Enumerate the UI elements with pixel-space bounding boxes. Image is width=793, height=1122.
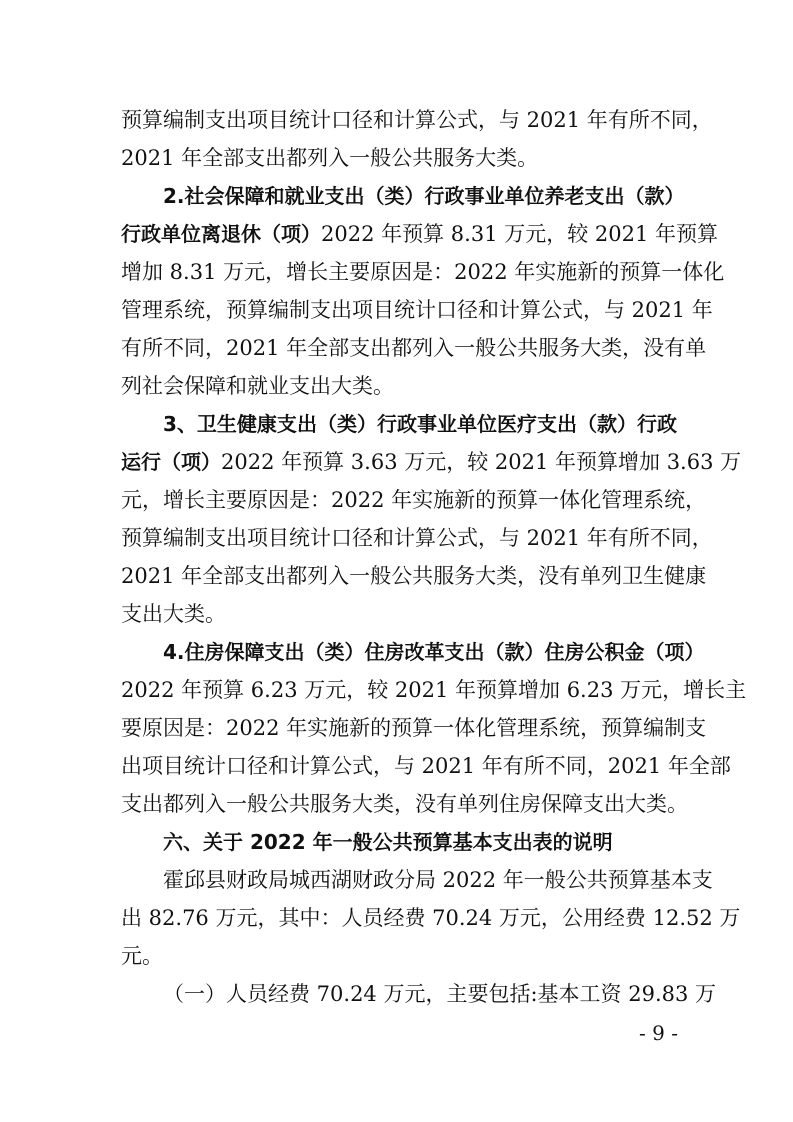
- subsection-title: 运行（项）: [121, 450, 221, 474]
- text-run: 预算编制支出项目统计口径和计算公式，与 2021 年有所不同，: [121, 526, 713, 550]
- text-run: 出 82.76 万元，其中：人员经费 70.24 万元，公用经费 12.52 万: [121, 906, 741, 930]
- section-heading-line: [163, 824, 677, 860]
- text-run: 有所不同，2021 年全部支出都列入一般公共服务大类，没有单: [121, 336, 707, 360]
- text-run: （一）人员经费 70.24 万元，主要包括:基本工资 29.83 万: [163, 982, 717, 1006]
- page-number: - 9 -: [639, 1021, 678, 1045]
- subsection-title-line: [163, 406, 677, 442]
- section-heading: 六、关于 2022 年一般公共预算基本支出表的说明: [163, 830, 613, 854]
- body-text-line: [121, 520, 713, 556]
- body-text-line: [121, 330, 707, 366]
- subsection-title-line: [163, 178, 685, 214]
- subsection-title: 2.社会保障和就业支出（类）行政事业单位养老支出（款）: [163, 184, 685, 208]
- body-text-line: [121, 216, 719, 252]
- body-text-line: [163, 976, 717, 1012]
- body-text-line: [121, 368, 677, 404]
- body-text-line: [121, 748, 731, 784]
- body-text-line: [121, 482, 707, 518]
- text-run: 出项目统计口径和计算公式，与 2021 年有所不同，2021 年全部: [121, 754, 731, 778]
- text-run: 2021 年全部支出都列入一般公共服务大类。: [121, 146, 539, 170]
- subsection-title: 4.住房保障支出（类）住房改革支出（款）住房公积金（项）: [163, 640, 705, 664]
- body-text-line: [163, 862, 713, 898]
- text-run: 支出都列入一般公共服务大类，没有单列住房保障支出大类。: [121, 792, 688, 816]
- text-run: 2022 年预算 8.31 万元，较 2021 年预算: [321, 222, 719, 246]
- body-text-line: [121, 710, 707, 746]
- subsection-title-line: [163, 634, 705, 670]
- body-text-line: [121, 900, 741, 936]
- text-run: 2022 年预算 3.63 万元，较 2021 年预算增加 3.63 万: [221, 450, 742, 474]
- subsection-title: 行政单位离退休（项）: [121, 222, 321, 246]
- text-run: 增加 8.31 万元，增长主要原因是：2022 年实施新的预算一体化: [121, 260, 725, 284]
- text-run: 元。: [121, 944, 163, 968]
- body-text-line: [121, 140, 677, 176]
- body-text-line: [121, 938, 677, 974]
- body-text-line: [121, 102, 713, 138]
- text-run: 2022 年预算 6.23 万元，较 2021 年预算增加 6.23 万元，增长主: [121, 678, 747, 702]
- text-run: 管理系统，预算编制支出项目统计口径和计算公式，与 2021 年: [121, 298, 713, 322]
- body-text-line: [121, 444, 742, 480]
- body-text-line: [121, 292, 713, 328]
- text-run: 元，增长主要原因是：2022 年实施新的预算一体化管理系统，: [121, 488, 707, 512]
- subsection-title: 3、卫生健康支出（类）行政事业单位医疗支出（款）行政: [163, 412, 677, 436]
- text-run: 支出大类。: [121, 602, 226, 626]
- body-text-line: [121, 596, 677, 632]
- text-run: 2021 年全部支出都列入一般公共服务大类，没有单列卫生健康: [121, 564, 707, 588]
- text-run: 列社会保障和就业支出大类。: [121, 374, 394, 398]
- body-text-line: [121, 558, 707, 594]
- text-run: 霍邱县财政局城西湖财政分局 2022 年一般公共预算基本支: [163, 868, 713, 892]
- body-text-line: [121, 672, 747, 708]
- text-run: 预算编制支出项目统计口径和计算公式，与 2021 年有所不同，: [121, 108, 713, 132]
- body-text-line: [121, 786, 688, 822]
- body-text-line: [121, 254, 725, 290]
- text-run: 要原因是：2022 年实施新的预算一体化管理系统，预算编制支: [121, 716, 707, 740]
